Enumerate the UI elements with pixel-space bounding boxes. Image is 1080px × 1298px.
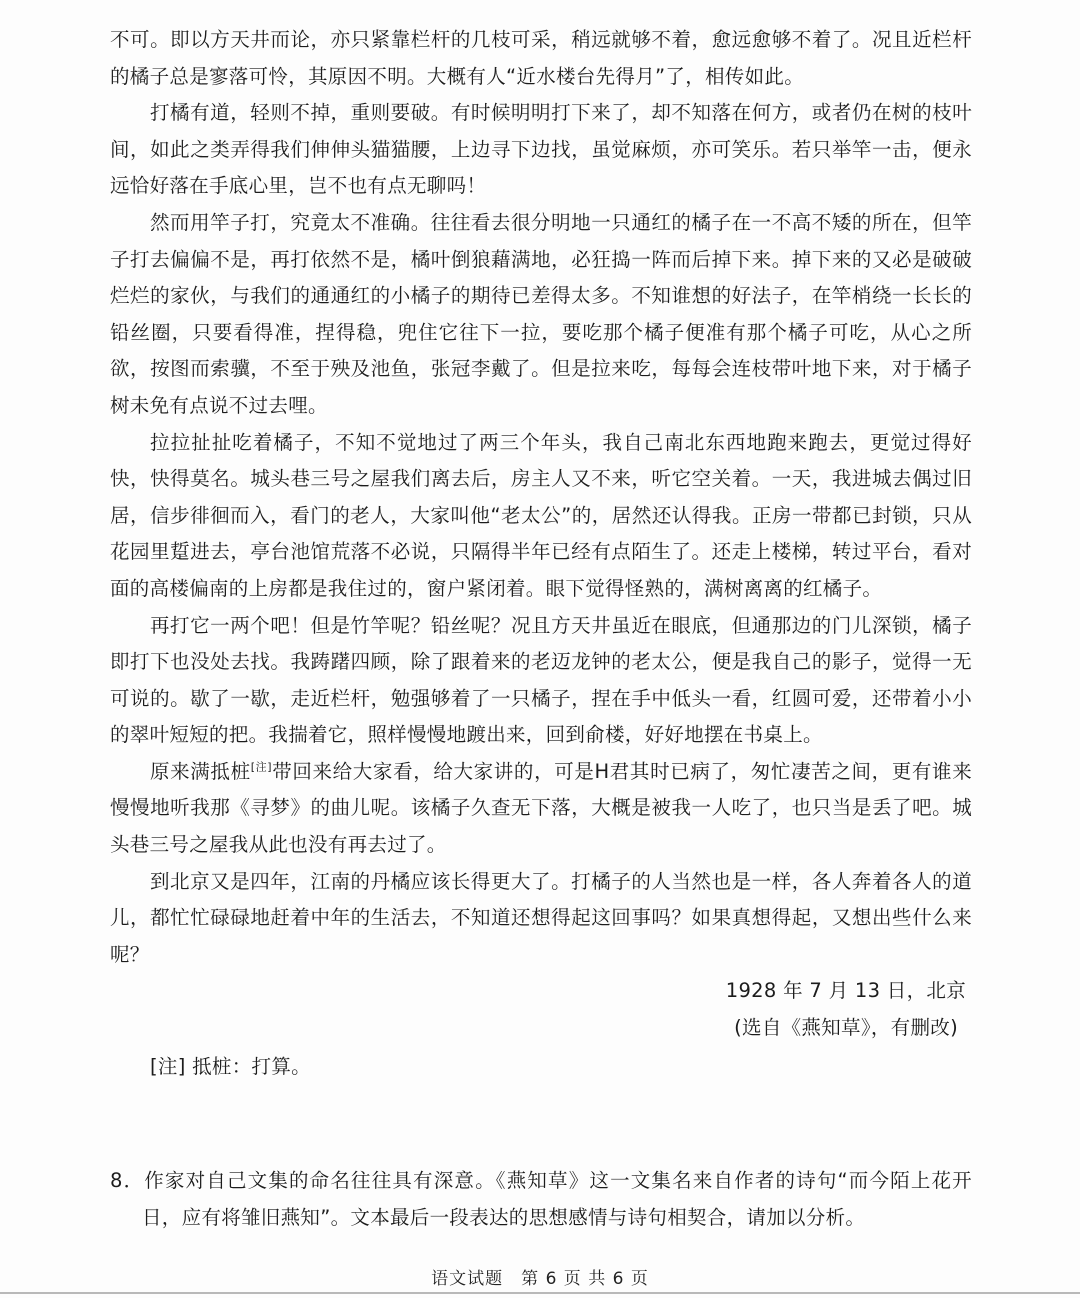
paragraph-4: 拉拉扯扯吃着橘子，不知不觉地过了两三个年头，我自己南北东西地跑来跑去，更觉过得好快，快得莫名。城头巷三号之屋我们离去后，房主人又不来，听它空关着。一天，我进城去偶过旧居，信步徘徊而入，看门的老人，大家叫他“老太公”的，居然还认得我。正房一带都已封锁，只从花园里踅进去，亭台池馆荒落不必说，只隔得半年已经有点陌生了。还走上楼梯，转过平台，看对面的高楼偏南的上房都是我住过的，窗户紧闭着。眼下觉得怪熟的，满树离离的红橘子。	[110, 430, 972, 600]
paragraph-3: 然而用竿子打，究竟太不准确。往往看去很分明地一只通红的橘子在一不高不矮的所在，但竿子打去偏偏不是，再打依然不是，橘叶倒狼藉满地，必狂捣一阵而后掉下来。掉下来的又必是破破烂烂的家伙，与我们的通通红的小橘子的期待已差得太多。不知谁想的好法子，在竿梢绕一长长的铅丝圈，只要看得准，捏得稳，兜住它往下一拉，要吃那个橘子便准有那个橘子可吃，从心之所欲，按图而索骥，不至于殃及池鱼，张冠李戴了。但是拉来吃，每每会连枝带叶地下来，对于橘子树未免有点说不过去哩。	[110, 210, 972, 417]
paragraph-7: 到北京又是四年，江南的丹橘应该长得更大了。打橘子的人当然也是一样，各人奔着各人的道儿，都忙忙碌碌地赶着中年的生活去，不知道还想得起这回事吗？如果真想得起，又想出些什么来呢？	[110, 869, 972, 966]
paragraph-6-rest: 带回来给大家看，给大家讲的，可是H君其时已病了，匆忙凄苦之间，更有谁来慢慢地听我那《寻梦》的曲儿呢。该橘子久查无下落，大概是被我一人吃了，也只当是丢了吧。城头巷三号之屋我从此也没有再去过了。	[110, 759, 972, 857]
note-marker: [注]	[250, 760, 272, 774]
paragraph-5: 再打它一两个吧！但是竹竿呢？铅丝呢？况且方天井虽近在眼底，但通那边的门儿深锁，橘子即打下也没处去找。我踌躇四顾，除了跟着来的老迈龙钟的老太公，便是我自己的影子，觉得一无可说的。歇了一歇，走近栏杆，勉强够着了一只橘子，捏在手中低头一看，红圆可爱，还带着小小的翠叶短短的把。我揣着它，照样慢慢地踱出来，回到俞楼，好好地摆在书桌上。	[110, 613, 972, 747]
paragraph-6	[110, 754, 972, 864]
paragraph-6-start: 原来满抵桩	[150, 759, 251, 783]
article-body	[110, 22, 972, 1085]
footnote: [注] 抵桩：打算。	[150, 1054, 311, 1078]
question-8: 8．作家对自己文集的命名往往具有深意。《燕知草》这一文集名来自作者的诗句“而今陌上花开日，应有将雏旧燕知”。文本最后一段表达的思想感情与诗句相契合，请加以分析。	[110, 1169, 972, 1229]
date-line: 1928 年 7 月 13 日，北京	[725, 979, 966, 1003]
paragraph-2: 打橘有道，轻则不掉，重则要破。有时候明明打下来了，却不知落在何方，或者仍在树的枝叶间，如此之类弄得我们伸伸头猫猫腰，上边寻下边找，虽觉麻烦，亦可笑乐。若只举竿一击，便永远恰好落在手底心里，岂不也有点无聊吗！	[110, 101, 972, 198]
source-line: (选自《燕知草》，有删改)	[734, 1016, 958, 1040]
paragraph-1: 不可。即以方天井而论，亦只紧靠栏杆的几枝可采，稍远就够不着，愈远愈够不着了。况且近栏杆的橘子总是寥落可怜，其原因不明。大概有人“近水楼台先得月”了，相传如此。	[110, 28, 972, 88]
page-footer: 语文试题 第 6 页 共 6 页	[431, 1269, 649, 1289]
page-edge-divider	[0, 1292, 1080, 1294]
